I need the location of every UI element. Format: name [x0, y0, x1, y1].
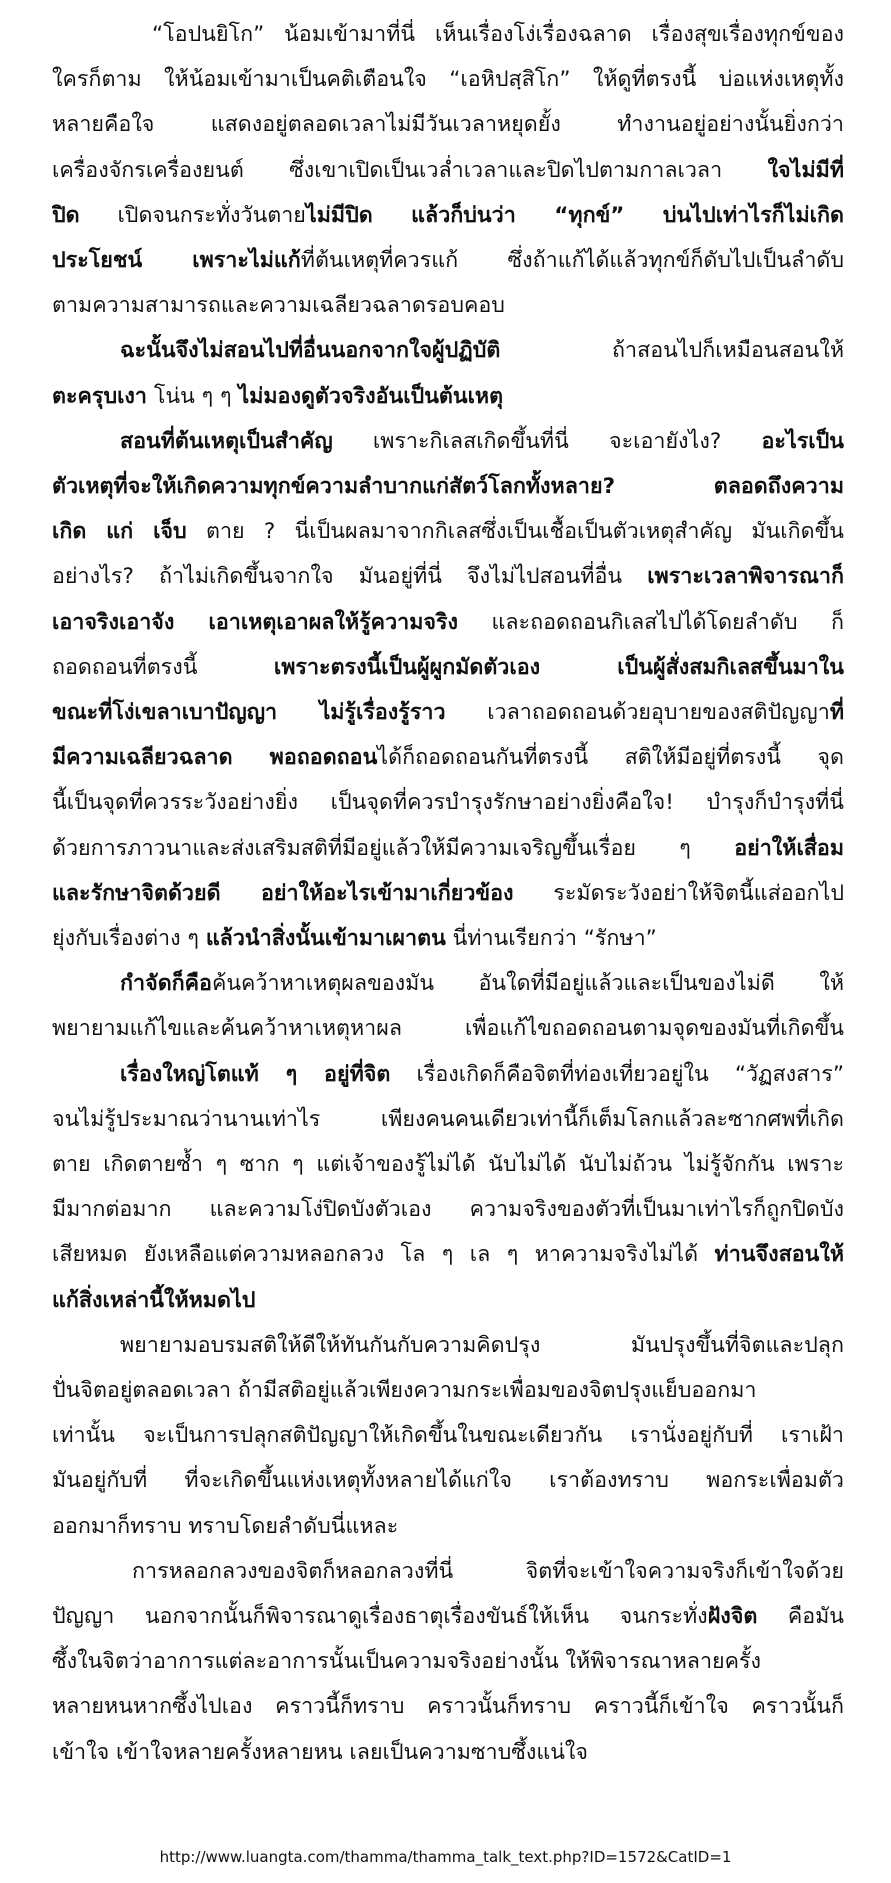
text-run: และถอดถอนกิเลสไปได้โดยลำดับ ก็	[458, 609, 844, 635]
text-line	[52, 101, 844, 149]
text-run: มีมากต่อมาก และความโง่ปิดบังตัวเอง ความจริงของตัวที่เป็นมาเท่าไรก็ถูกปิดบัง	[52, 1197, 844, 1223]
bold-text: ไม่มองดูตัวจริงอันเป็นต้นเหตุ	[238, 383, 504, 409]
bold-text: ประโยชน์ เพราะไม่แก้	[52, 248, 301, 273]
text-line	[52, 1503, 844, 1551]
bold-text: ตะครุบเงา	[52, 383, 148, 409]
text-run: ระมัดระวังอย่าให้จิตนี้แส่ออกไป	[513, 880, 844, 906]
text-line	[52, 1683, 844, 1731]
text-run: ด้วยการภาวนาและส่งเสริมสติที่มีอยู่แล้วให้มีความเจริญขึ้นเรื่อย ๆ	[52, 835, 735, 861]
text-line	[52, 734, 844, 782]
text-line	[52, 192, 844, 240]
text-run: เข้าใจ เข้าใจหลายครั้งหลายหน เลยเป็นความซาบซึ้งแน่ใจ	[52, 1739, 588, 1765]
bold-text: ใจไม่มีที่	[767, 157, 844, 183]
bold-text: อะไรเป็น	[761, 428, 844, 454]
text-run: โน่น ๆ ๆ	[147, 383, 239, 409]
bold-text: ไม่มีปิด แล้วก็บ่นว่า “ทุกข์” บ่นไปเท่าไรก็ไม่เกิด	[305, 202, 844, 228]
text-line	[52, 1593, 844, 1641]
text-run: จนไม่รู้ประมาณว่านานเท่าไร เพียงคนคนเดียวเท่านี้ก็เต็มโลกแล้วละซากศพที่เกิด	[52, 1106, 844, 1132]
bold-text: มีความเฉลียวฉลาด พอถอดถอน	[52, 745, 378, 771]
text-run: ถ้าสอนไปก็เหมือนสอนให้	[500, 338, 844, 364]
text-run: นี้เป็นจุดที่ควรระวังอย่างยิ่ง เป็นจุดที่ควรบำรุงรักษาอย่างยิ่งคือใจ! บำรุงก็บำรุงที่นี่	[52, 790, 844, 816]
text-line	[52, 1231, 844, 1279]
text-line	[52, 56, 844, 104]
text-run: ถอดถอนที่ตรงนี้	[52, 654, 274, 680]
bold-text: เพราะตรงนี้เป็นผู้ผูกมัดตัวเอง เป็นผู้สั่งสมกิเลสขึ้นมาใน	[273, 654, 844, 680]
text-line	[52, 1457, 844, 1505]
bold-text: ปิด	[52, 202, 80, 228]
text-run: ค้นคว้าหาเหตุผลของมัน อันใดที่มีอยู่แล้วและเป็นของไม่ดี ให้	[211, 971, 844, 997]
text-run: ตามความสามารถและความเฉลียวฉลาดรอบคอบ	[52, 293, 505, 319]
text-run: เรื่องเกิดก็คือจิตที่ท่องเที่ยวอยู่ใน “วัฏสงสาร”	[390, 1061, 844, 1087]
text-line	[52, 373, 844, 421]
bold-text: ตัวเหตุที่จะให้เกิดความทุกข์ความลำบากแก่สัตว์โลกทั้งหลาย? ตลอดถึงความ	[52, 474, 844, 499]
bold-text: เรื่องใหญ่โตแท้ ๆ อยู่ที่จิต	[120, 1061, 391, 1087]
text-line	[52, 327, 844, 375]
text-run: “โอปนยิโก” น้อมเข้ามาที่นี่ เห็นเรื่องโง่เรื่องฉลาด เรื่องสุขเรื่องทุกข์ของ	[152, 22, 844, 47]
text-run: การหลอกลวงของจิตก็หลอกลวงที่นี่ จิตที่จะเข้าใจความจริงก็เข้าใจด้วย	[132, 1558, 844, 1584]
text-line	[52, 960, 844, 1008]
text-run: เท่านั้น จะเป็นการปลุกสติปัญญาให้เกิดขึ้นในขณะเดียวกัน เรานั่งอยู่กับที่ เราเฝ้า	[52, 1423, 844, 1449]
text-line	[52, 1322, 844, 1370]
text-line	[52, 1367, 844, 1415]
text-run: มันอยู่กับที่ ที่จะเกิดขึ้นแห่งเหตุทั้งหลายได้แก่ใจ เราต้องทราบ พอกระเพื่อมตัว	[52, 1468, 844, 1494]
text-line	[52, 1051, 844, 1099]
text-line	[52, 1141, 844, 1189]
text-line	[52, 1005, 844, 1053]
bold-text: ขณะที่โง่เขลาเบาปัญญา ไม่รู้เรื่องรู้ราว	[52, 700, 446, 725]
text-run: พยายามแก้ไขและค้นคว้าหาเหตุหาผล เพื่อแก้ไขถอดถอนตามจุดของมันที่เกิดขึ้น	[52, 1016, 844, 1042]
text-line	[52, 11, 844, 59]
text-line	[52, 237, 844, 285]
bold-text: และรักษาจิตด้วยดี อย่าให้อะไรเข้ามาเกี่ยวข้อง	[52, 880, 514, 906]
text-run: ปั่นจิตอยู่ตลอดเวลา ถ้ามีสติอยู่แล้วเพียงความกระเพื่อมของจิตปรุงแย็บออกมา	[52, 1378, 757, 1403]
text-line	[52, 825, 844, 873]
text-run: เวลาถอดถอนด้วยอุบายของสติปัญญา	[445, 700, 830, 725]
text-line	[52, 463, 844, 511]
text-line	[52, 599, 844, 647]
text-run: หลายคือใจ แสดงอยู่ตลอดเวลาไม่มีวันเวลาหยุดยั้ง ทำงานอยู่อย่างนั้นยิ่งกว่า	[52, 112, 844, 138]
text-run: หลายหนหากซึ้งไปเอง คราวนี้ก็ทราบ คราวนั้นก็ทราบ คราวนี้ก็เข้าใจ คราวนั้นก็	[52, 1694, 844, 1720]
bold-text: ฉะนั้นจึงไม่สอนไปที่อื่นนอกจากใจผู้ปฏิบัติ	[120, 338, 501, 364]
text-line	[52, 779, 844, 827]
text-line	[52, 644, 844, 692]
text-line	[52, 1096, 844, 1144]
text-run: เปิดจนกระทั่งวันตาย	[79, 202, 306, 228]
bold-text: ท่านจึงสอนให้	[714, 1242, 844, 1268]
text-run: ได้ก็ถอดถอนกันที่ตรงนี้ สติให้มีอยู่ที่ตรงนี้ จุด	[377, 745, 844, 771]
bold-text: อย่าให้เสื่อม	[734, 835, 844, 861]
text-run: ใครก็ตาม ให้น้อมเข้ามาเป็นคติเตือนใจ “เอหิปสฺสิโก” ให้ดูที่ตรงนี้ บ่อแห่งเหตุทั้ง	[52, 67, 844, 93]
text-line	[52, 1277, 844, 1325]
text-run: เครื่องจักรเครื่องยนต์ ซึ่งเขาเปิดเป็นเวล่ำเวลาและปิดไปตามกาลเวลา	[52, 157, 768, 183]
text-line	[52, 418, 844, 466]
text-run: นี่ท่านเรียกว่า “รักษา”	[445, 926, 657, 951]
text-run: ซึ้งในจิตว่าอาการแต่ละอาการนั้นเป็นความจริงอย่างนั้น ให้พิจารณาหลายครั้ง	[52, 1649, 762, 1675]
text-run: ตาย ? นี่เป็นผลมาจากกิเลสซึ่งเป็นเชื้อเป็นตัวเหตุสำคัญ มันเกิดขึ้น	[186, 519, 844, 545]
text-line	[52, 1548, 844, 1596]
text-run: ปัญญา นอกจากนั้นก็พิจารณาดูเรื่องธาตุเรื่องขันธ์ให้เห็น จนกระทั่ง	[52, 1604, 708, 1629]
text-line	[52, 508, 844, 556]
text-line	[52, 915, 844, 963]
text-line	[52, 282, 844, 330]
text-line	[52, 1412, 844, 1460]
text-line	[52, 1729, 844, 1777]
text-run: ออกมาก็ทราบ ทราบโดยลำดับนี่แหละ	[52, 1513, 399, 1539]
text-line	[52, 1638, 844, 1686]
text-line	[52, 147, 844, 195]
text-run: เสียหมด ยังเหลือแต่ความหลอกลวง โล ๆ เล ๆ หาความจริงไม่ได้	[52, 1242, 715, 1268]
text-line	[52, 689, 844, 737]
text-run: พยายามอบรมสติให้ดีให้ทันกันกับความคิดปรุง มันปรุงขึ้นที่จิตและปลุก	[120, 1332, 844, 1358]
text-line	[52, 1186, 844, 1234]
bold-text: เกิด แก่ เจ็บ	[52, 519, 187, 545]
bold-text: แล้วนำสิ่งนั้นเข้ามาเผาตน	[205, 926, 446, 951]
text-run: ที่ต้นเหตุที่ควรแก้ ซึ่งถ้าแก้ได้แล้วทุกข์ก็ดับไปเป็นลำดับ	[300, 248, 844, 273]
bold-text: เอาจริงเอาจัง เอาเหตุเอาผลให้รู้ความจริง	[52, 609, 459, 635]
text-line	[52, 870, 844, 918]
bold-text: ที่	[829, 700, 844, 725]
source-url: http://www.luangta.com/thamma/thamma_talk_text.php?ID=1572&CatID=1	[159, 1848, 732, 1866]
text-line	[52, 553, 844, 601]
bold-text: สอนที่ต้นเหตุเป็นสำคัญ	[120, 428, 333, 454]
text-run: อย่างไร? ถ้าไม่เกิดขึ้นจากใจ มันอยู่ที่นี่ จึงไม่ไปสอนที่อื่น	[52, 564, 648, 590]
bold-text: ฝังจิต	[707, 1604, 758, 1629]
bold-text: แก้สิ่งเหล่านี้ให้หมดไป	[52, 1287, 256, 1313]
text-run: ตาย เกิดตายซ้ำ ๆ ซาก ๆ แต่เจ้าของรู้ไม่ได้ นับไม่ได้ นับไม่ถ้วน ไม่รู้จักกัน เพราะ	[52, 1152, 844, 1177]
text-run: เพราะกิเลสเกิดขึ้นที่นี่ จะเอายังไง?	[332, 428, 762, 454]
text-run: คือมัน	[757, 1604, 844, 1629]
bold-text: กำจัดก็คือ	[120, 971, 212, 997]
bold-text: เพราะเวลาพิจารณาก็	[647, 564, 844, 590]
text-run: ยุ่งกับเรื่องต่าง ๆ	[52, 926, 206, 951]
